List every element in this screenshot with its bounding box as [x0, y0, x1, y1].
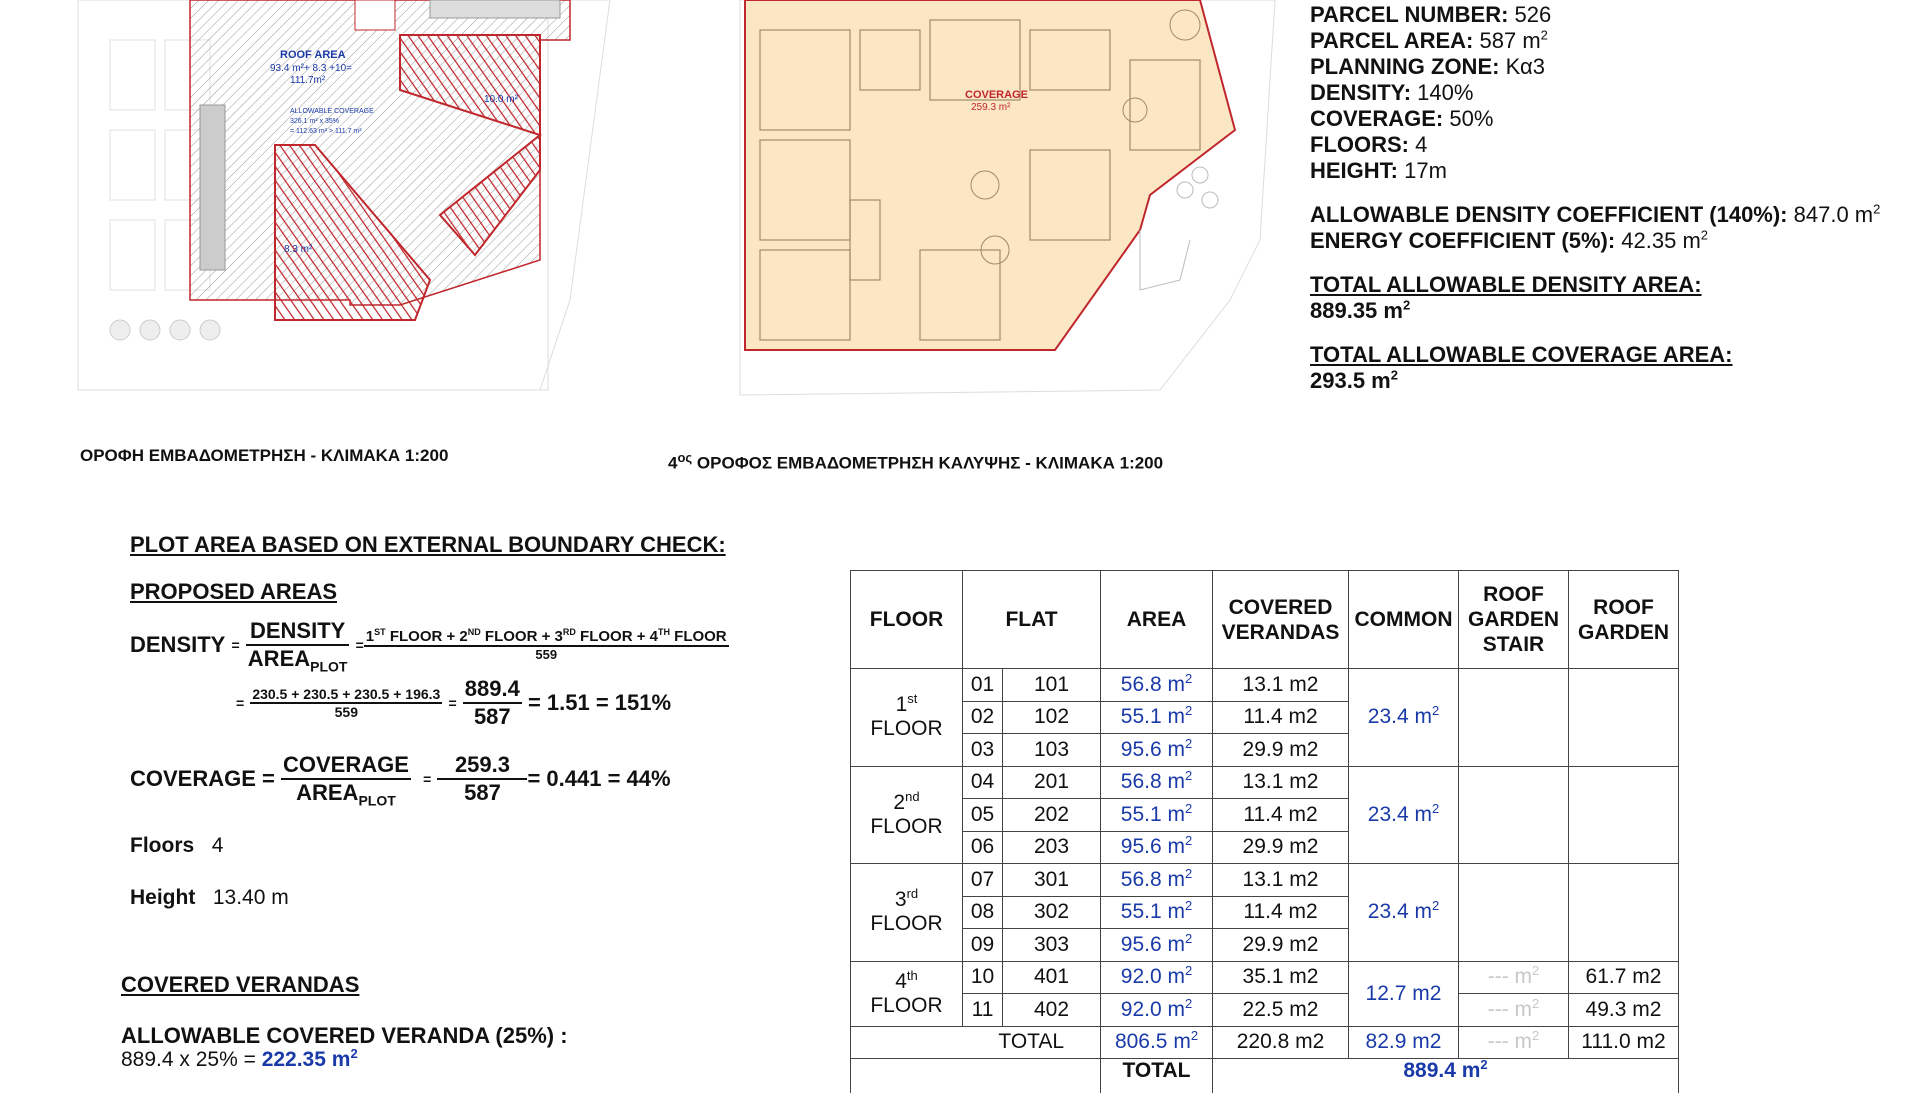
floors: FLOORS: 4 — [1310, 132, 1428, 157]
coverage: COVERAGE: 50% — [1310, 106, 1494, 131]
plot-area-heading: PLOT AREA BASED ON EXTERNAL BOUNDARY CHECK: — [130, 532, 726, 557]
fourth-floor-caption: $4^{o\varsigma}$ ΟΡΟΦΟΣ ΕΜΒΑΔΟΜΕΤΡΗΣΗ ΚΑΛΥΨΗΣ - ΚΛΙΜΑΚΑ 1:200 — [668, 450, 1164, 473]
header-roof-garden-stair: ROOF GARDEN STAIR — [1459, 571, 1569, 669]
area-8-label: 8.3 m² — [284, 244, 313, 255]
total-allowable-coverage-value: 293.5 $m^2$ — [1310, 367, 1398, 393]
floor-label: 1st FLOOR — [851, 669, 963, 767]
floor-label: 3rd FLOOR — [851, 864, 963, 962]
coverage-area-label: 259.3 m² — [971, 102, 1011, 113]
roof-area-result: 111.7m² — [290, 75, 326, 86]
proposed-areas-heading: PROPOSED AREAS — [130, 579, 338, 604]
coverage-formula: COVERAGE = $\frac{\text{COVERAGE}}{AREA_{PLOT}}$ = $\frac{259.3}{587}$ = 0.441 = 44% — [130, 752, 671, 809]
roof-plan-caption: ΟΡΟΦΗ ΕΜΒΑΔΟΜΕΤΡΗΣΗ - ΚΛΙΜΑΚΑ 1:200 — [80, 446, 449, 465]
area-10-label: 10.0 m² — [484, 94, 518, 105]
total-allowable-coverage-heading: TOTAL ALLOWABLE COVERAGE AREA: — [1310, 342, 1733, 367]
table-grand-total-row: TOTAL 889.4 $m^2$ — [851, 1059, 1679, 1093]
allowable-coverage-calc: 326.1 m² x 35% — [290, 118, 340, 125]
roof-plan-drawing — [70, 0, 630, 420]
density: DENSITY: 140% — [1310, 80, 1474, 105]
parcel-area: PARCEL AREA: 587 $m^2$ — [1310, 27, 1548, 53]
table-row: 06 203 95.6 $m^2$ 29.9 m2 — [851, 831, 1679, 864]
floor-label: 2nd FLOOR — [851, 766, 963, 864]
parcel-number: PARCEL NUMBER: 526 — [1310, 2, 1552, 27]
table-row: 02 102 55.1 $m^2$ 11.4 m2 — [851, 701, 1679, 734]
allowable-veranda-label: ALLOWABLE COVERED VERANDA (25%) : — [121, 1023, 568, 1048]
allowable-veranda-calc: 889.4 x 25% = 222.35 $m^2$ — [121, 1046, 358, 1071]
header-roof-garden: ROOF GARDEN — [1569, 571, 1679, 669]
table-row: 3rd FLOOR 07 301 56.8 $m^2$ 13.1 m2 23.4 $m^2$ — [851, 864, 1679, 897]
roof-area-calc: 93.4 m²+ 8.3 +10= — [270, 63, 353, 74]
table-row: 11 402 92.0 $m^2$ 22.5 m2 --- $m^2$ 49.3 m2 — [851, 994, 1679, 1027]
coverage-label: COVERAGE — [965, 89, 1028, 101]
table-header-row — [851, 571, 1679, 669]
header-covered-verandas: COVERED VERANDAS — [1213, 571, 1349, 669]
header-flat: FLAT — [963, 571, 1101, 669]
areas-table — [850, 570, 1679, 1093]
allowable-coverage-result: = 112.63 m² > 111.7 m² — [290, 128, 362, 135]
header-floor: FLOOR — [851, 571, 963, 669]
allowable-density-coefficient: ALLOWABLE DENSITY COEFFICIENT (140%): 847.0 $m^2$ — [1310, 201, 1881, 227]
fourth-floor-plan-drawing — [730, 0, 1290, 420]
parcel-info-panel — [1310, 2, 1910, 394]
height: HEIGHT: 17m — [1310, 158, 1447, 183]
table-row: 2nd FLOOR 04 201 56.8 $m^2$ 13.1 m2 23.4 $m^2$ — [851, 766, 1679, 799]
roof-area-label: ROOF AREA — [280, 49, 346, 61]
total-allowable-density-value: 889.35 $m^2$ — [1310, 297, 1411, 323]
energy-coefficient: ENERGY COEFFICIENT (5%): 42.35 $m^2$ — [1310, 227, 1709, 253]
density-calculation: = $\frac{230.5 + 230.5 + 230.5 + 196.3}{559}$ = $\frac{889.4}{587}$ = 1.51 = 151% — [236, 676, 672, 729]
planning-zone: PLANNING ZONE: Κα3 — [1310, 54, 1545, 79]
building-height: Height 13.40 m — [130, 886, 289, 909]
header-common: COMMON — [1349, 571, 1459, 669]
table-row: 08 302 55.1 $m^2$ 11.4 m2 — [851, 896, 1679, 929]
table-total-row: TOTAL 806.5 $m^2$ 220.8 m2 82.9 m2 --- $m^2$ 111.0 m2 — [851, 1026, 1679, 1059]
table-row: 05 202 55.1 $m^2$ 11.4 m2 — [851, 799, 1679, 832]
covered-verandas-heading: COVERED VERANDAS — [121, 972, 360, 997]
table-row: 03 103 95.6 $m^2$ 29.9 m2 — [851, 734, 1679, 767]
density-formula: DENSITY = $\frac{\text{DENSITY}}{AREA_{PLOT}}$ = $\frac{1^{ST} FLOOR + 2^{ND} FLOOR + 3^{RD} FLOOR + 4^{TH} FLOOR}{559}$ — [130, 618, 727, 675]
header-area: AREA — [1101, 571, 1213, 669]
table-row: 1st FLOOR 01 101 56.8 $m^2$ 13.1 m2 23.4 $m^2$ — [851, 669, 1679, 702]
floors-count: Floors 4 — [130, 834, 224, 857]
table-row: 09 303 95.6 $m^2$ 29.9 m2 — [851, 929, 1679, 962]
table-row: 4th FLOOR 10 401 92.0 $m^2$ 35.1 m2 12.7 m2 --- $m^2$ 61.7 m2 — [851, 961, 1679, 994]
allowable-coverage-label: ALLOWABLE COVERAGE — [290, 108, 374, 115]
floor-label: 4th FLOOR — [851, 961, 963, 1026]
total-allowable-density-heading: TOTAL ALLOWABLE DENSITY AREA: — [1310, 272, 1702, 297]
